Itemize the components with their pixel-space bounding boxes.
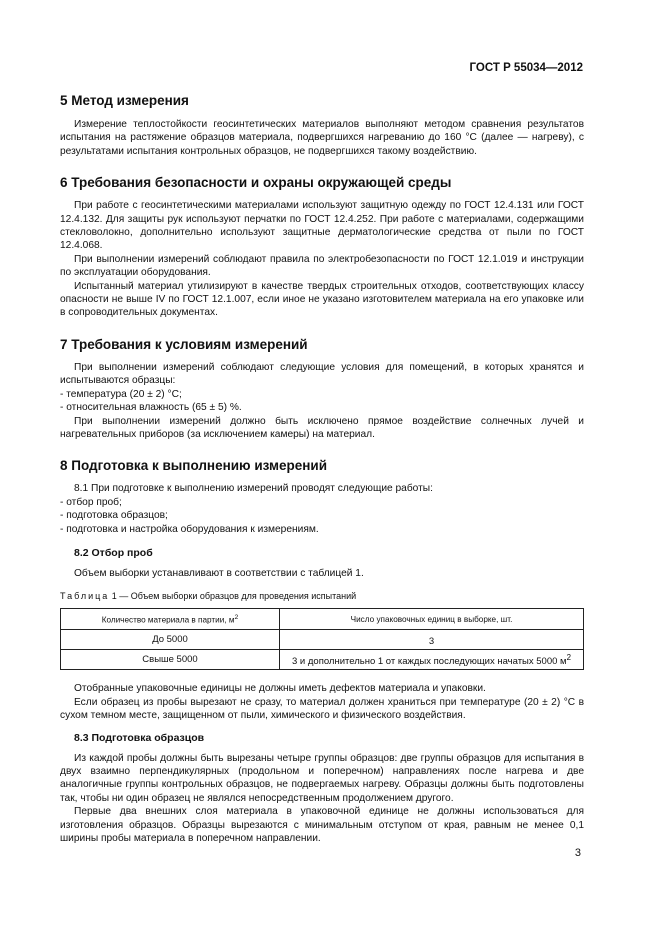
- section-7-title: 7 Требования к условиям измерений: [60, 336, 308, 352]
- after-table-paragraph-2: Если образец из пробы вырезают не сразу, то материал должен храниться при температуре (20 ± 2) °C в сухом темном месте, защищенном от пыли, химического и физического воздействия.: [60, 696, 584, 722]
- section-7-paragraph-1: При выполнении измерений соблюдают следующие условия для помещений, в которых хранятся и испытываются образцы:: [60, 361, 584, 387]
- page-number: 3: [574, 847, 581, 859]
- table-header-row: [61, 609, 584, 630]
- section-7-list-item: - относительная влажность (65 ± 5) %.: [60, 402, 242, 414]
- section-6-paragraph-2: При выполнении измерений соблюдают правила по электробезопасности по ГОСТ 12.1.019 и инструкции по эксплуатации оборудования.: [60, 253, 584, 279]
- after-table-paragraph-1: Отобранные упаковочные единицы не должны иметь дефектов материала и упаковки.: [74, 683, 486, 695]
- section-8-1-paragraph: 8.1 При подготовке к выполнению измерений проводят следующие работы:: [74, 483, 433, 495]
- page-content: [60, 92, 584, 845]
- table-header-units: Число упаковочных единиц в выборке, шт.: [280, 609, 584, 630]
- section-6-title: 6 Требования безопасности и охраны окружающей среды: [60, 175, 452, 191]
- table-row: [61, 630, 584, 650]
- section-8-3-title: 8.3 Подготовка образцов: [74, 731, 205, 744]
- table-header-quantity: Количество материала в партии, $м^2$: [61, 609, 280, 630]
- section-8-title: 8 Подготовка к выполнению измерений: [60, 458, 327, 474]
- table-cell: До 5000: [61, 630, 280, 650]
- section-5-paragraph: Измерение теплостойкости геосинтетических материалов выполняют методом сравнения результатов испытания на растяжение образцов материала, подвергшихся нагреванию до 160 °C (далее — нагреву), с результатами испытания контрольных образцов, не подвергшихся такому воздействию.: [60, 119, 584, 157]
- document-header: ГОСТ Р 55034—2012: [469, 62, 583, 74]
- table-caption: [60, 590, 584, 602]
- table-cell: Свыше 5000: [61, 650, 280, 670]
- sample-size-table: [60, 608, 584, 670]
- table-cell: 3 и дополнительно 1 от каждых последующих начатых 5000 $м^2$: [280, 650, 584, 670]
- section-6-paragraph-3: Испытанный материал утилизируют в качестве твердых строительных отходов, соответствующих классу опасности не выше IV по ГОСТ 12.1.007, если иное не указано изготовителем материала на его упаковке или в сопроводительных документах.: [60, 280, 584, 319]
- section-5-title: 5 Метод измерения: [60, 93, 189, 108]
- section-8-3-paragraph-1: Из каждой пробы должны быть вырезаны четыре группы образцов: две группы образцов для испытания в двух взаимно перпендикулярных (продольном и поперечном) направлениях после нагрева и две аналогичные группы контрольных образцов, не подвергаемых нагреву. Образцы должны быть подготовлены так, чтобы ни один образец не являлся непосредственным продолжением другого.: [60, 752, 584, 804]
- section-8-list-item: - подготовка образцов;: [60, 510, 168, 522]
- table-caption-text: 1 — Объем выборки образцов для проведения испытаний: [109, 591, 357, 602]
- table-cell: 3: [280, 630, 584, 650]
- section-8-list-item: - подготовка и настройка оборудования к измерениям.: [60, 523, 319, 535]
- section-8-list-item: - отбор проб;: [60, 496, 122, 508]
- section-6-paragraph-1: При работе с геосинтетическими материалами используют защитную одежду по ГОСТ 12.4.131 или ГОСТ 12.4.132. Для защиты рук используют перчатки по ГОСТ 12.4.252. При работе с материалами, содержащими стекловолокно, дополнительно используют защитные дерматологические средства от пыли по ГОСТ 12.4.068.: [60, 200, 584, 252]
- section-7-list-item: - температура (20 ± 2) °C;: [60, 388, 182, 400]
- table-caption-label: Таблица: [60, 591, 110, 602]
- table-row: [61, 650, 584, 670]
- section-8-3-paragraph-2: Первые два внешних слоя материала в упаковочной единице не должны использоваться для изготовления образцов. Образцы вырезаются с минимальным отступом от края, равным не менее 0,1 ширины пробы материала в поперечном направлении.: [60, 806, 584, 844]
- section-7-paragraph-2: При выполнении измерений должно быть исключено прямое воздействие солнечных лучей и нагревательных приборов (за исключением камеры) на материал.: [60, 415, 584, 440]
- section-8-2-paragraph: Объем выборки устанавливают в соответствии с таблицей 1.: [74, 567, 364, 579]
- section-8-2-title: 8.2 Отбор проб: [74, 546, 153, 559]
